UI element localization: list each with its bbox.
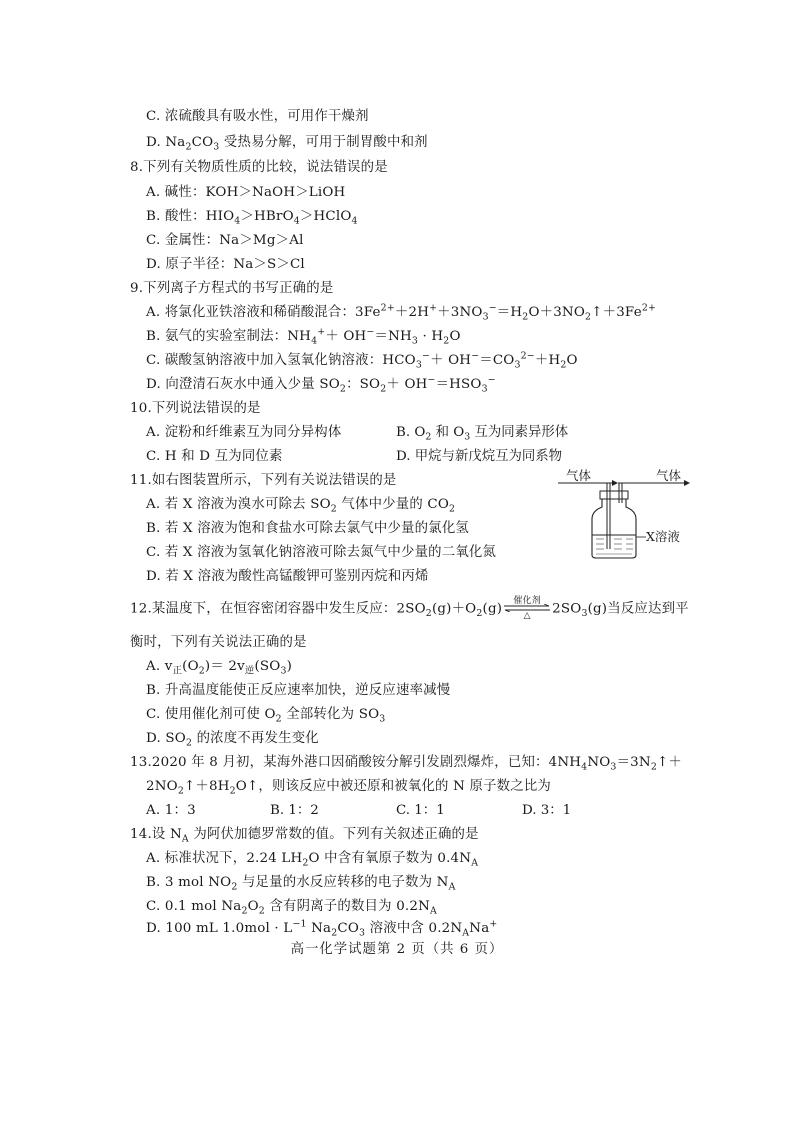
- q8-option-a: A. 碱性：KOH＞NaOH＞LiOH: [146, 185, 346, 200]
- q9-option-d: D. 向澄清石灰水中通入少量 $SO_2$：$SO_2+ OH^-=HSO_3^-$: [146, 374, 496, 395]
- q12-option-a: A. $v_正(O_2)= 2v_逆(SO_3)$: [146, 659, 293, 677]
- bottle-diagram: [556, 469, 696, 561]
- q8-option-b: B. 酸性：$HIO_4>HBrO_4>HClO_4$: [146, 209, 358, 227]
- q10-stem: 10.下列说法错误的是: [130, 401, 261, 416]
- q10-option-b: B. $O_2$ 和 $O_3$ 互为同素异形体: [396, 425, 569, 443]
- q7-option-d: D. $Na_2CO_3$ 受热易分解，可用于制胃酸中和剂: [146, 135, 428, 153]
- q14-stem: 14.设 $N_A$ 为阿伏加德罗常数的值。下列有关叙述正确的是: [130, 827, 479, 845]
- q9-option-b: B. 氨气的实验室制法：$NH_4^++ OH^-=NH_3 \cdot H_2O$: [146, 326, 461, 347]
- q11-option-a: A. 若 X 溶液为溴水可除去 $SO_2$ 气体中少量的 $CO_2$: [146, 497, 456, 515]
- q11-option-d: D. 若 X 溶液为酸性高锰酸钾可鉴别丙烷和丙烯: [146, 569, 429, 584]
- q13-option-d: D. 3：1: [522, 803, 572, 818]
- q10-option-d: D. 甲烷与新戊烷互为同系物: [396, 449, 563, 464]
- q9-stem: 9.下列离子方程式的书写正确的是: [130, 281, 334, 296]
- q12-stem: 12.某温度下，在恒容密闭容器中发生反应：$2SO_2(g)+O_2(g)$ 催化剂 △ $2SO_3(g)$当反应达到平: [130, 596, 689, 621]
- figure-gas-out-label: 气体: [656, 468, 682, 483]
- q9-option-c: C. 碳酸氢钠溶液中加入氢氧化钠溶液：$HCO_3^-+ OH^-=CO_3^{2-}+H_2O$: [146, 350, 578, 371]
- gas-washing-bottle-figure: [556, 469, 696, 561]
- q13-option-b: B. 1：2: [270, 803, 319, 818]
- figure-gas-in-label: 气体: [566, 468, 592, 483]
- reversible-arrow-icon: 催化剂 △: [503, 600, 551, 618]
- q8-stem: 8.下列有关物质性质的比较，说法错误的是: [130, 160, 388, 175]
- q12-option-c: C. 使用催化剂可使 $O_2$ 全部转化为 $SO_3$: [146, 707, 386, 725]
- page-footer: 高一化学试题第 2 页（共 6 页）: [290, 942, 504, 957]
- q14-option-a: A. 标准状况下，2.24 $LH_2O$ 中含有氧原子数为 $0.4N_A$: [146, 851, 479, 869]
- q12-option-b: B. 升高温度能使正反应速率加快，逆反应速率减慢: [146, 683, 451, 698]
- q10-option-a: A. 淀粉和纤维素互为同分异构体: [146, 425, 342, 440]
- q13-option-c: C. 1：1: [396, 803, 445, 818]
- q13-option-a: A. 1：3: [146, 803, 196, 818]
- q11-option-c: C. 若 X 溶液为氢氧化钠溶液可除去氮气中少量的二氧化氮: [146, 545, 497, 560]
- q14-option-b: B. 3 mol $NO_2$ 与足量的水反应转移的电子数为 $N_A$: [146, 875, 456, 893]
- q13-stem: 13.2020 年 8 月初，某海外港口因硝酸铵分解引发剧烈爆炸，已知：$4NH_4NO_3=3N_2↑+$: [130, 755, 683, 773]
- q9-option-a: A. 将氯化亚铁溶液和稀硝酸混合：$3Fe^{2+}+2H^++3NO_3^-=H_2O+3NO_2↑+3Fe^{2+}$: [146, 302, 657, 323]
- q13-stem-line2: $2NO_2↑+8H_2O↑$，则该反应中被还原和被氧化的 N 原子数之比为: [146, 779, 552, 797]
- q12-option-d: D. $SO_2$ 的浓度不再发生变化: [146, 731, 319, 749]
- figure-x-solution-label: X溶液: [646, 529, 680, 544]
- q11-stem: 11.如右图装置所示，下列有关说法错误的是: [130, 473, 397, 488]
- q10-option-c: C. H 和 D 互为同位素: [146, 449, 283, 464]
- q14-option-d: D. 100 mL $1.0mol \cdot L^{-1}$ $Na_2CO_3$ 溶液中含 $0.2N_ANa^+$: [146, 918, 498, 939]
- q7-option-c: C. 浓硫酸具有吸水性，可用作干燥剂: [146, 109, 369, 124]
- q12-stem-line2: 衡时，下列有关说法正确的是: [130, 635, 307, 650]
- q8-option-d: D. 原子半径：Na＞S＞Cl: [146, 257, 305, 272]
- q11-option-b: B. 若 X 溶液为饱和食盐水可除去氯气中少量的氯化氢: [146, 521, 470, 536]
- q14-option-c: C. 0.1 mol $Na_2O_2$ 含有阴离子的数目为 $0.2N_A$: [146, 899, 437, 917]
- q8-option-c: C. 金属性：Na＞Mg＞Al: [146, 233, 304, 248]
